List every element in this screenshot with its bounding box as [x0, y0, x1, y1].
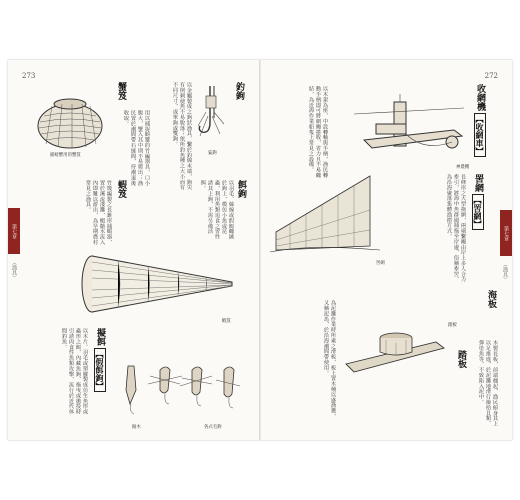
heading-lure: 擬餌【假餌鉤】	[95, 328, 105, 390]
net-illustration	[270, 170, 390, 258]
winch-illustration	[354, 94, 474, 164]
mud-sled-caption: 踏板	[448, 323, 457, 328]
page-number: 272	[484, 72, 498, 80]
crab-trap-caption: 捕螃蟹用的蟹笈	[50, 153, 81, 158]
heading-winch: 收網機【收網車】	[475, 84, 485, 155]
text-hook: 以金屬製成之鉤狀漁具，繫於釣線末端，鉤尖有倒刺使魚不易脫落；依所釣魚種之大小而有不同尺寸，或單鉤或雙鉤。	[172, 82, 192, 190]
lure-caption-a: 擬木	[132, 425, 141, 430]
winch-caption: 神農機	[456, 165, 470, 170]
lure-illustration	[120, 360, 240, 420]
page-number: 273	[22, 72, 36, 80]
heading-mud-sled: 踏板	[456, 350, 466, 368]
mud-sled-illustration	[340, 314, 450, 384]
text-net: 長條形之大型拖網，兩端繫繩由岸上多人合力牽引，將海中魚群圍捕拖至岸邊，俗稱牽罟，為沿海聚落集體漁撈方式。	[446, 174, 466, 282]
chapter-tab: 第七章	[500, 210, 512, 256]
crab-trap-illustration	[32, 90, 108, 152]
hook-caption: 鯊鉤	[208, 151, 217, 156]
text-winch: 以木架為座，中設轉軸與手柄，漁民轉動手柄即可將網繩捲收，省力且不易纏結，為近海作業船隻上常見之設備。	[308, 86, 328, 178]
heading-net: 罟網【罟網】	[473, 174, 483, 228]
shrimp-trap-illustration	[78, 252, 238, 316]
chapter-tab-sub: （漁具）	[11, 260, 17, 280]
text-mud-sled: 為泥灘作業時所乘之滑板，板上置木桶以盛漁獲，又稱泥馬，於沿海潮間帶使用。	[323, 300, 336, 419]
heading-sea-board: 海板	[486, 290, 496, 308]
book-spread	[8, 60, 512, 440]
left-page	[8, 60, 260, 440]
heading-hook: 釣鉤	[234, 82, 244, 100]
hook-illustration	[194, 82, 228, 148]
lure-caption-b: 各式毛鉤	[204, 425, 222, 430]
heading-shrimp-trap: 蝦笈	[116, 180, 126, 198]
shrimp-trap-caption: 蝦笈	[222, 319, 231, 324]
text-lure: 以木片、羽毛或塑膠製成仿生魚形或蟲形之餌，內藏魚鉤，拖曳或拋投時引誘肉食性魚類攻擊，流行於近代休閒釣魚。	[61, 328, 88, 415]
text-bait-hook: 以羽毛、絲線或假餌纏繞於鉤上，模仿小魚或昆蟲，利用魚類追食之習性誘其上鉤，不需另備活餌。	[200, 180, 234, 240]
heading-bait-hook: 餌鉤	[236, 180, 246, 198]
chapter-tab-sub: （漁具）	[502, 262, 508, 282]
net-caption: 罟網	[376, 261, 385, 266]
chapter-tab: 第七章	[8, 208, 20, 254]
heading-crab-trap: 蟹笈	[116, 82, 126, 100]
text-shrimp-trap: 竹篾編製之長錐形捕蝦器，置於溪流淺灘，蝦隨水流入內即難以游出，為早期農村常見之漁具。	[85, 180, 112, 245]
right-page	[260, 60, 512, 440]
text-crab-trap: 用以捕捉螃蟹的竹編器具，口小腹大，蟹入其中則不易爬出；漁民置於潮間帶石縫間，待潮退後收取。	[123, 110, 150, 186]
text-sled: 木製長板，前端翹起，漁民俯身其上以足推進，於泥灘地滑行撿拾貝類、彈塗魚等，不致陷入泥中。	[478, 340, 498, 427]
